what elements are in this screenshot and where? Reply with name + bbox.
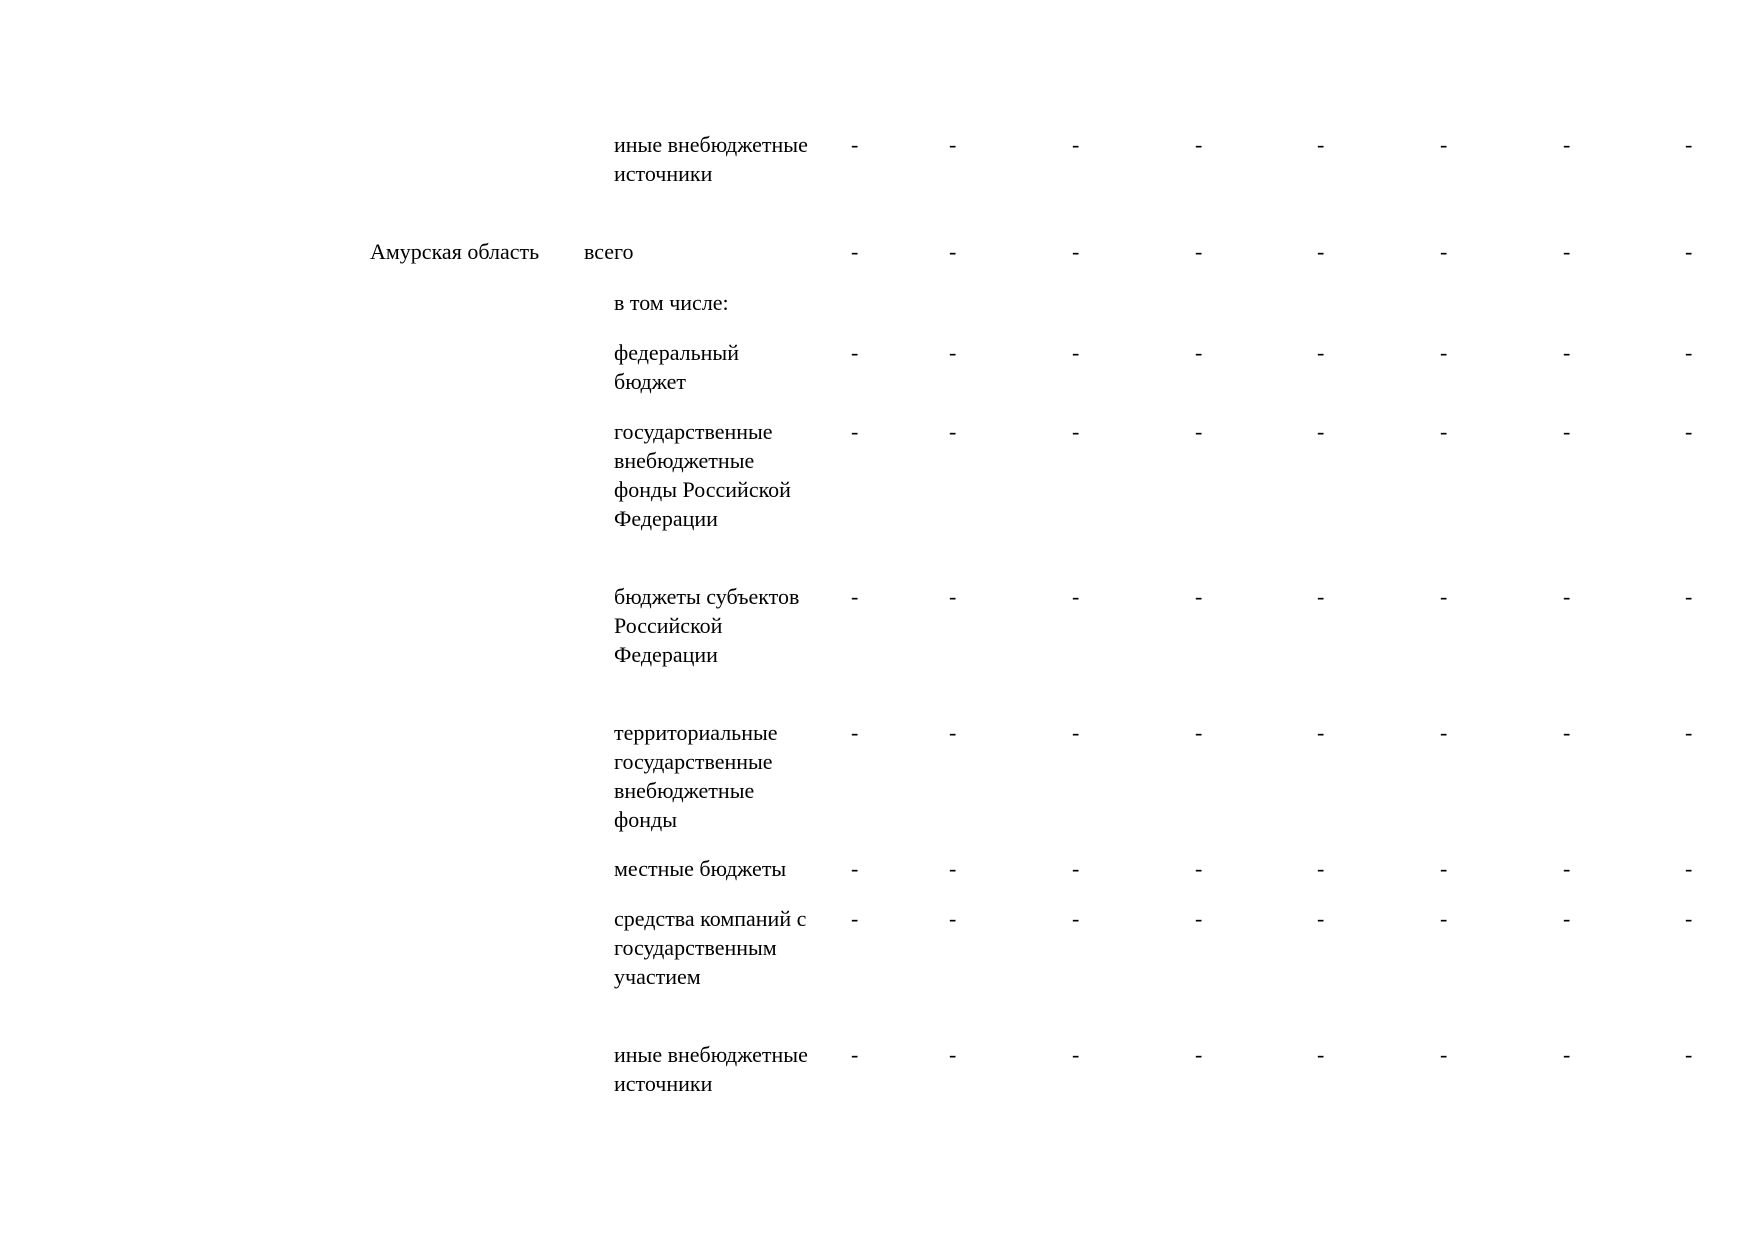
cell-value: - [851, 584, 859, 609]
cell-value: - [1685, 239, 1693, 264]
cell-value: - [1195, 239, 1203, 264]
row-label: местные бюджеты [614, 856, 787, 881]
cell-value: - [1440, 419, 1448, 444]
cell-value: - [851, 720, 859, 745]
cell-value: - [1440, 340, 1448, 365]
cell-value: - [1685, 906, 1693, 931]
cell-value: - [1195, 340, 1203, 365]
cell-value: - [1195, 906, 1203, 931]
cell-value: - [1072, 239, 1080, 264]
cell-value: - [1440, 132, 1448, 157]
cell-value: - [851, 340, 859, 365]
cell-value: - [1317, 720, 1325, 745]
cell-value: - [851, 132, 859, 157]
cell-value: - [1685, 856, 1693, 881]
cell-value: - [1072, 419, 1080, 444]
cell-value: - [949, 856, 957, 881]
cell-value: - [1563, 720, 1571, 745]
cell-value: - [1685, 584, 1693, 609]
cell-value: - [1195, 132, 1203, 157]
row-label: территориальные государственные внебюджетные фонды [614, 720, 778, 832]
cell-value: - [1563, 340, 1571, 365]
cell-value: - [1317, 856, 1325, 881]
cell-value: - [1440, 856, 1448, 881]
cell-value: - [1563, 1042, 1571, 1067]
cell-value: - [1317, 340, 1325, 365]
cell-value: - [1685, 720, 1693, 745]
cell-value: - [851, 906, 859, 931]
cell-value: - [851, 239, 859, 264]
cell-value: - [1195, 419, 1203, 444]
cell-value: - [1563, 239, 1571, 264]
cell-value: - [1563, 584, 1571, 609]
cell-value: - [949, 239, 957, 264]
cell-value: - [1440, 720, 1448, 745]
cell-value: - [1440, 584, 1448, 609]
cell-value: - [851, 856, 859, 881]
cell-value: - [1072, 856, 1080, 881]
cell-value: - [1685, 419, 1693, 444]
row-label: федеральный бюджет [614, 340, 739, 394]
cell-value: - [1195, 584, 1203, 609]
cell-value: - [1317, 906, 1325, 931]
cell-value: - [851, 419, 859, 444]
cell-value: - [1317, 132, 1325, 157]
cell-value: - [1563, 856, 1571, 881]
cell-value: - [949, 340, 957, 365]
row-label: иные внебюджетные источники [614, 1042, 808, 1096]
cell-value: - [1440, 906, 1448, 931]
row-label: государственные внебюджетные фонды Российской Федерации [614, 419, 791, 531]
row-label: в том числе: [614, 290, 729, 315]
cell-value: - [1317, 419, 1325, 444]
cell-value: - [1317, 584, 1325, 609]
cell-value: - [1685, 132, 1693, 157]
cell-value: - [1440, 1042, 1448, 1067]
cell-value: - [1317, 239, 1325, 264]
cell-value: - [949, 1042, 957, 1067]
cell-value: - [1072, 906, 1080, 931]
cell-value: - [1563, 906, 1571, 931]
cell-value: - [1195, 856, 1203, 881]
cell-value: - [1685, 1042, 1693, 1067]
total-label: всего [584, 239, 634, 264]
cell-value: - [949, 584, 957, 609]
cell-value: - [1563, 419, 1571, 444]
cell-value: - [949, 720, 957, 745]
row-label: средства компаний с государственным участием [614, 906, 807, 989]
cell-value: - [1072, 132, 1080, 157]
cell-value: - [1685, 340, 1693, 365]
cell-value: - [1563, 132, 1571, 157]
region-name: Амурская область [370, 239, 540, 264]
cell-value: - [1317, 1042, 1325, 1067]
cell-value: - [1072, 1042, 1080, 1067]
cell-value: - [1072, 584, 1080, 609]
cell-value: - [851, 1042, 859, 1067]
cell-value: - [1440, 239, 1448, 264]
cell-value: - [1072, 720, 1080, 745]
cell-value: - [949, 132, 957, 157]
row-label: иные внебюджетные источники [614, 132, 808, 186]
cell-value: - [1195, 720, 1203, 745]
cell-value: - [1072, 340, 1080, 365]
cell-value: - [949, 419, 957, 444]
cell-value: - [1195, 1042, 1203, 1067]
row-label: бюджеты субъектов Российской Федерации [614, 584, 800, 667]
cell-value: - [949, 906, 957, 931]
